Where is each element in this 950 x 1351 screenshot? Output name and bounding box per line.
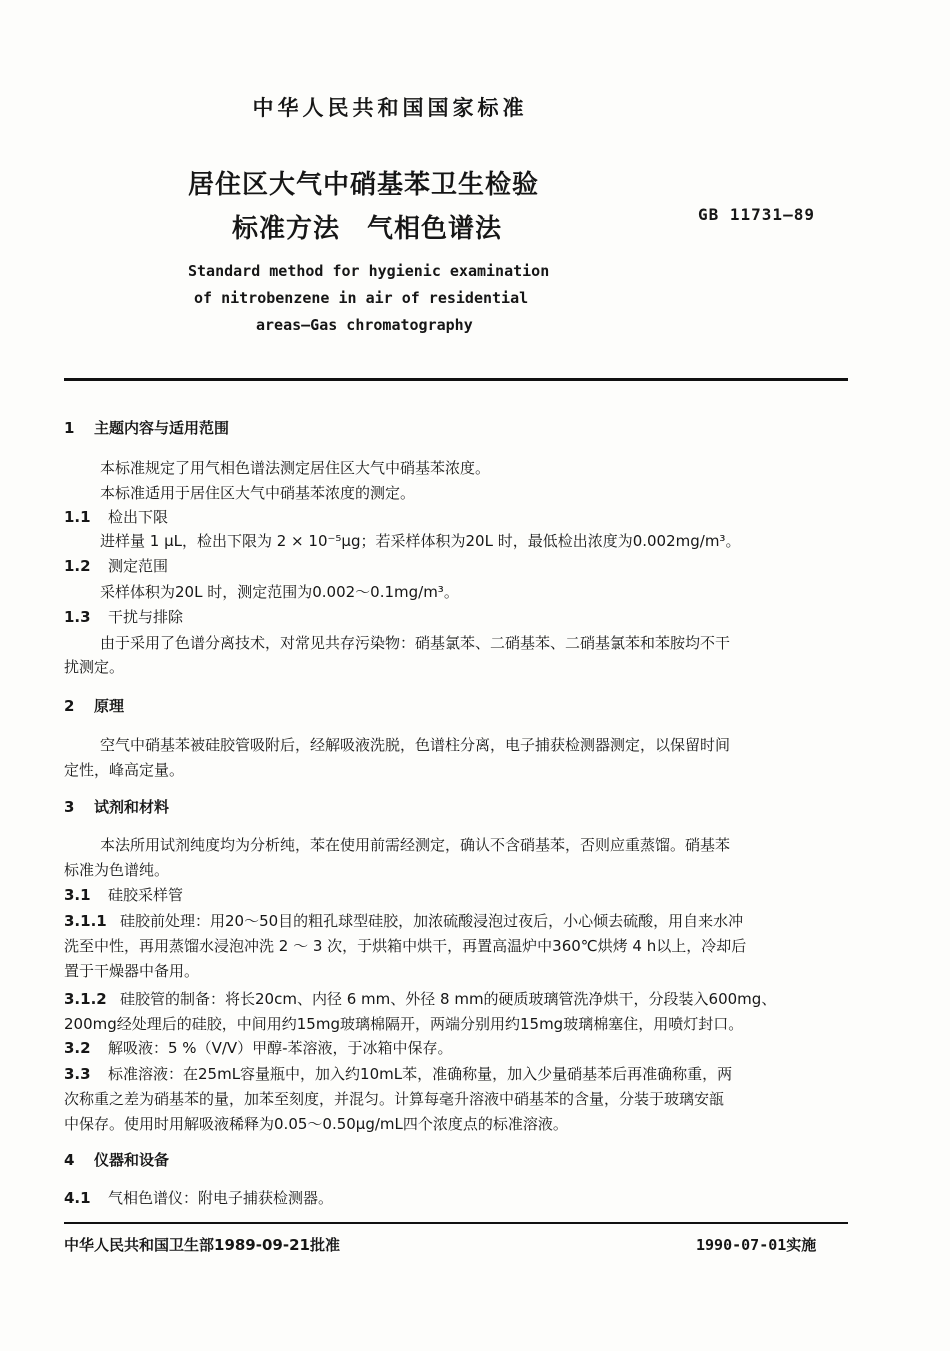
paragraph: 采样体积为20L 时，测定范围为0.002～0.1mg/m³。 [100, 583, 459, 601]
paragraph: 本标准适用于居住区大气中硝基苯浓度的测定。 [100, 484, 416, 502]
subsection-heading [64, 555, 168, 576]
section-title: 仪器和设备 [94, 1151, 170, 1169]
section-heading [64, 796, 169, 817]
subsection-text: 解吸液：5 %（V/V）甲醇-苯溶液，于冰箱中保存。 [108, 1039, 453, 1057]
subsection-title: 测定范围 [108, 557, 169, 575]
section-number: 3 [64, 798, 75, 816]
paragraph: 200mg经处理后的硅胶，中间用约15mg玻璃棉隔开，两端分别用约15mg玻璃棉塞住，用喷灯封口。 [64, 1015, 744, 1033]
section-title: 主题内容与适用范围 [94, 419, 230, 437]
subsection-heading [64, 1187, 333, 1208]
clause [64, 988, 776, 1009]
paragraph: 洗至中性，再用蒸馏水浸泡冲洗 2 ～ 3 次，于烘箱中烘干，再置高温炉中360℃烘烤 4 h以上，冷却后 [64, 937, 747, 955]
standard-type-heading: 中华人民共和国国家标准 [252, 96, 528, 120]
subsection-heading [64, 884, 183, 905]
clause-text: 硅胶前处理：用20～50目的粗孔球型硅胶，加浓硫酸浸泡过夜后，小心倾去硫酸，用自来水冲 [120, 912, 744, 930]
section-heading [64, 695, 124, 716]
subsection-text: 气相色谱仪：附电子捕获检测器。 [108, 1189, 334, 1207]
subsection-heading [64, 1063, 732, 1084]
subsection-number: 3.1 [64, 886, 91, 904]
subsection-heading [64, 1037, 453, 1058]
subsection-number: 3.2 [64, 1039, 91, 1057]
section-number: 4 [64, 1151, 75, 1169]
document-title-line1: 居住区大气中硝基苯卫生检验 [188, 170, 540, 200]
paragraph: 由于采用了色谱分离技术，对常见共存污染物：硝基氯苯、二硝基苯、二硝基氯苯和苯胺均不干 [100, 634, 731, 652]
subsection-number: 1.3 [64, 608, 91, 626]
paragraph: 中保存。使用时用解吸液稀释为0.05～0.50μg/mL四个浓度点的标准溶液。 [64, 1115, 568, 1133]
standard-code: GB 11731—89 [698, 205, 815, 224]
clause-text: 硅胶管的制备：将长20cm、内径 6 mm、外径 8 mm的硬质玻璃管洗净烘干，分段装入600mg、 [120, 990, 777, 1008]
section-title: 试剂和材料 [94, 798, 170, 816]
section-heading [64, 1149, 169, 1170]
subsection-number: 1.2 [64, 557, 91, 575]
subsection-text: 标准溶液：在25mL容量瓶中，加入约10mL苯，准确称量，加入少量硝基苯后再准确称重，两 [108, 1065, 733, 1083]
subsection-number: 1.1 [64, 508, 91, 526]
english-title-line3: areas—Gas chromatography [256, 316, 473, 334]
approval-note: 中华人民共和国卫生部1989-09-21批准 [64, 1236, 340, 1254]
english-title-line1: Standard method for hygienic examination [188, 262, 550, 280]
header-divider [64, 378, 848, 381]
section-title: 原理 [94, 697, 125, 715]
subsection-title: 干扰与排除 [108, 608, 184, 626]
paragraph: 进样量 1 μL，检出下限为 2 × 10⁻⁵μg；若采样体积为20L 时，最低检出浓度为0.002mg/m³。 [100, 532, 741, 550]
paragraph: 本法所用试剂纯度均为分析纯，苯在使用前需经测定，确认不含硝基苯，否则应重蒸馏。硝基苯 [100, 836, 731, 854]
section-heading [64, 417, 229, 438]
effective-date-note: 1990-07-01实施 [696, 1236, 817, 1254]
paragraph: 定性，峰高定量。 [64, 761, 185, 779]
clause-number: 3.1.2 [64, 990, 107, 1008]
paragraph: 标准为色谱纯。 [64, 861, 170, 879]
footer-divider [64, 1222, 848, 1224]
english-title-line2: of nitrobenzene in air of residential [194, 289, 529, 307]
subsection-title: 检出下限 [108, 508, 169, 526]
section-number: 2 [64, 697, 75, 715]
subsection-number: 4.1 [64, 1189, 91, 1207]
paragraph: 本标准规定了用气相色谱法测定居住区大气中硝基苯浓度。 [100, 459, 491, 477]
subsection-heading [64, 606, 183, 627]
paragraph: 次称重之差为硝基苯的量，加苯至刻度，并混匀。计算每毫升溶液中硝基苯的含量，分装于玻璃安瓿 [64, 1090, 725, 1108]
subsection-number: 3.3 [64, 1065, 91, 1083]
subsection-title: 硅胶采样管 [108, 886, 184, 904]
clause-number: 3.1.1 [64, 912, 107, 930]
paragraph: 置于干燥器中备用。 [64, 962, 200, 980]
section-number: 1 [64, 419, 75, 437]
subsection-heading [64, 506, 168, 527]
clause [64, 910, 743, 931]
paragraph: 扰测定。 [64, 658, 125, 676]
paragraph: 空气中硝基苯被硅胶管吸附后，经解吸液洗脱，色谱柱分离，电子捕获检测器测定，以保留时间 [100, 736, 731, 754]
document-title-line2: 标准方法 气相色谱法 [232, 214, 503, 244]
